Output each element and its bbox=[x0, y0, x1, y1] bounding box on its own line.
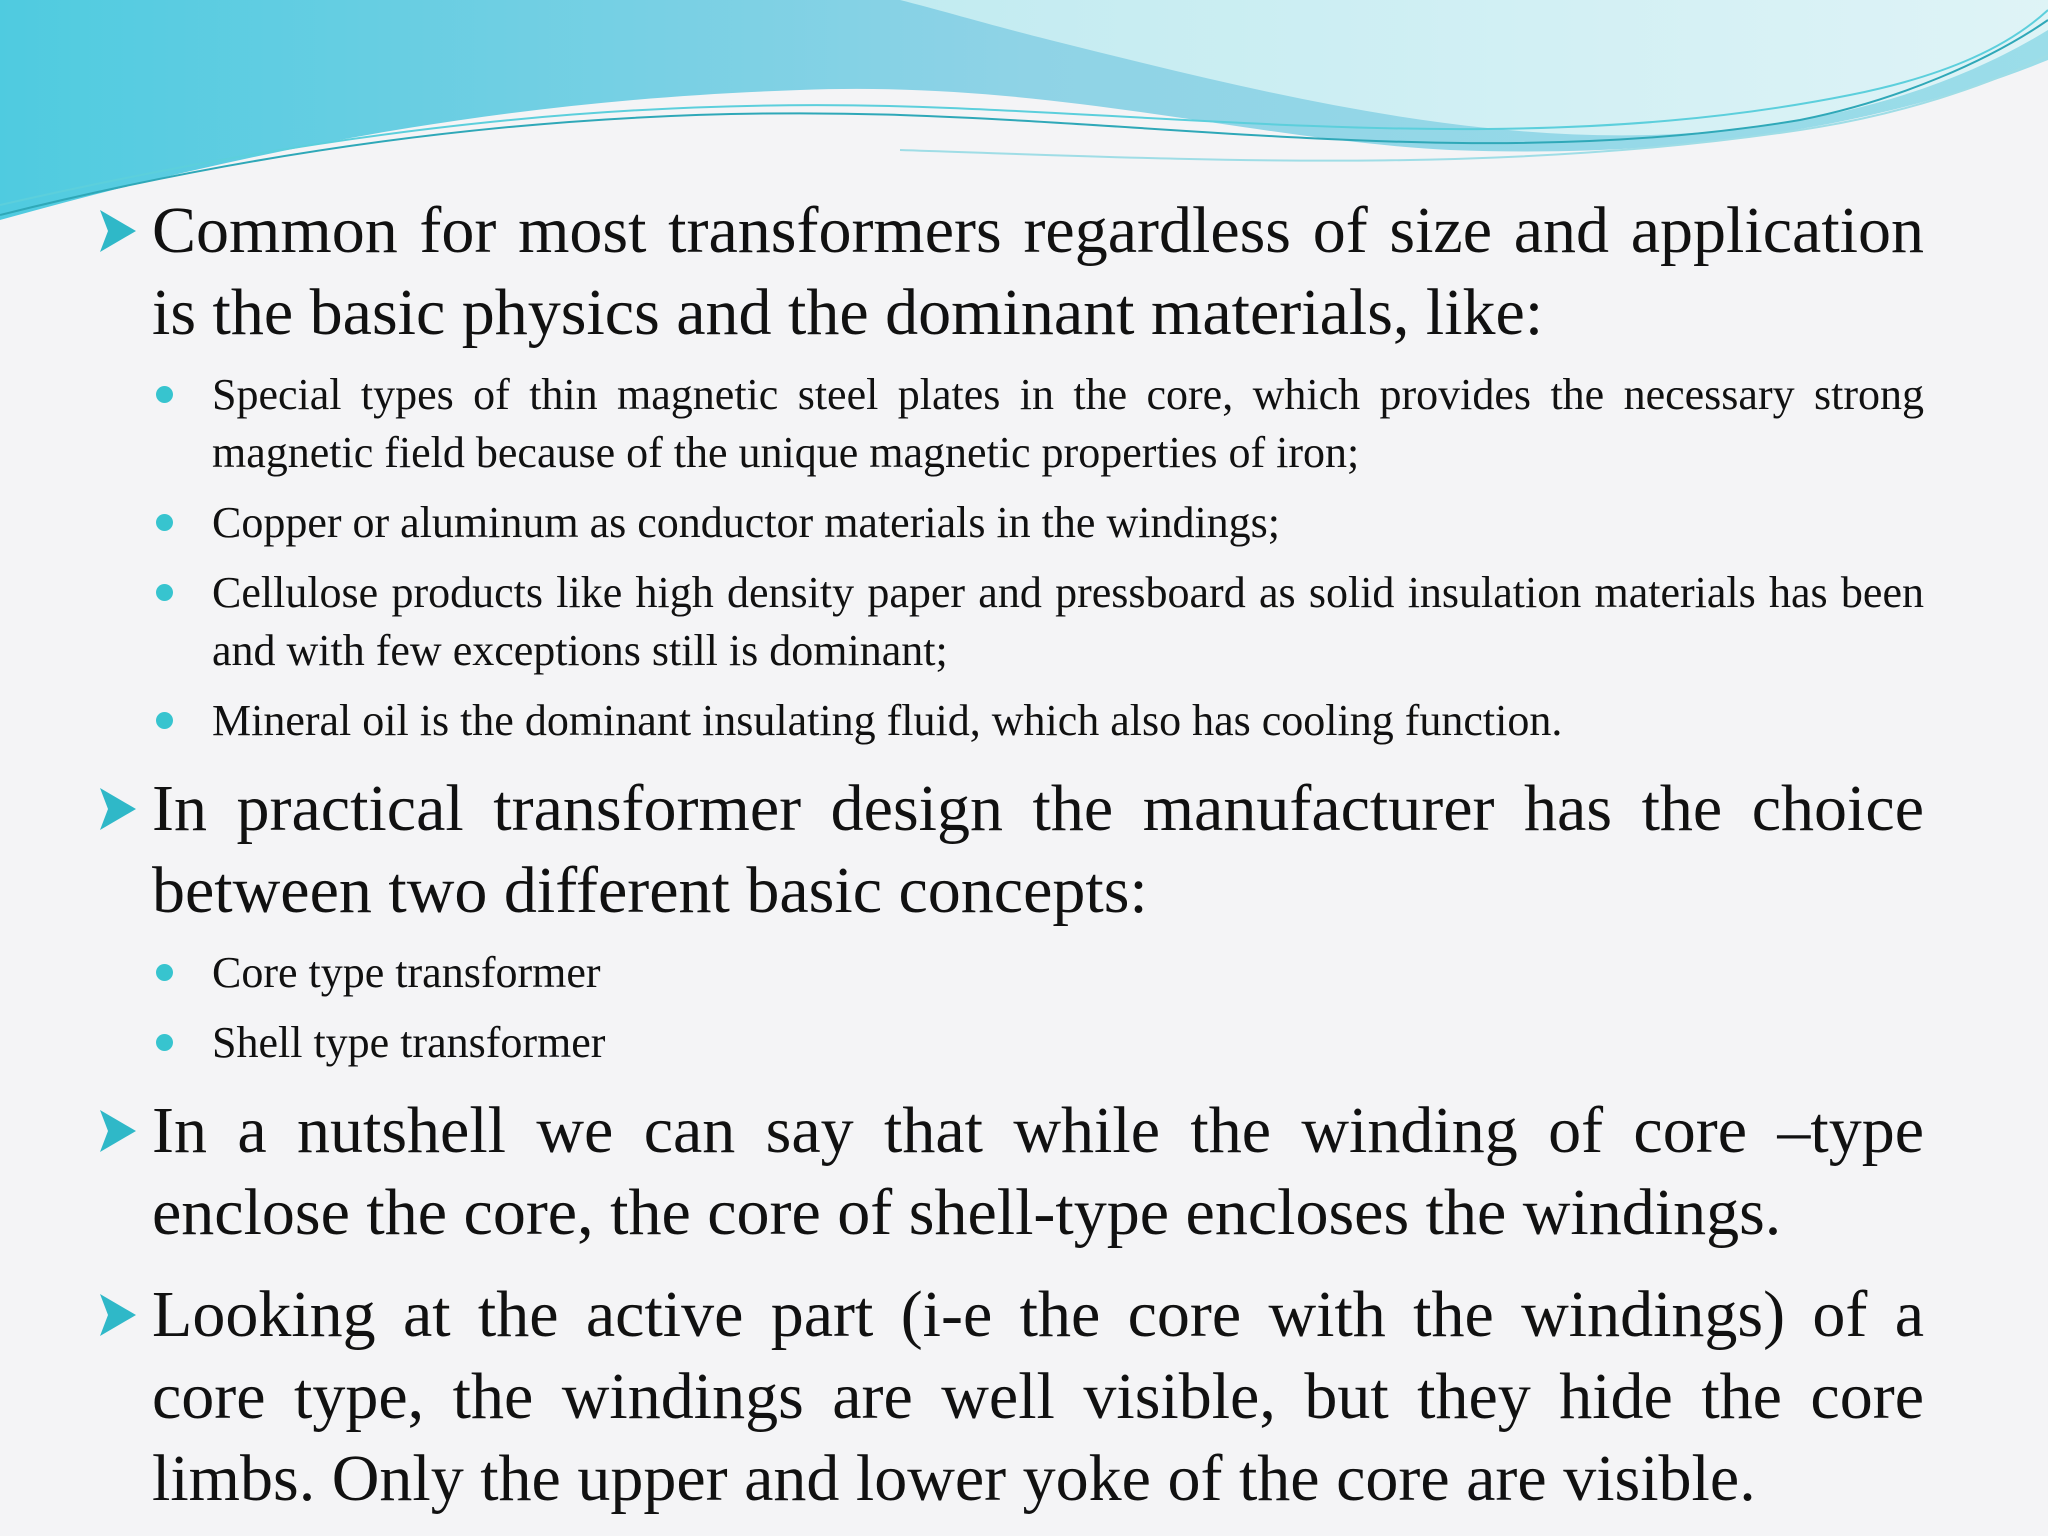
dot-bullet-icon bbox=[156, 1034, 173, 1051]
list-item bbox=[96, 564, 1924, 680]
arrow-bullet-icon bbox=[96, 1288, 140, 1342]
list-item-text: Shell type transformer bbox=[212, 1018, 606, 1067]
bullet-text: Common for most transformers regardless of size and application is the basic physics and the dominant materials, like: bbox=[152, 194, 1924, 349]
list-item bbox=[96, 944, 1924, 1002]
concepts-list bbox=[96, 944, 1924, 1072]
content-area bbox=[96, 190, 1924, 1520]
materials-list bbox=[96, 366, 1924, 750]
dot-bullet-icon bbox=[156, 712, 173, 729]
dot-bullet-icon bbox=[156, 386, 173, 403]
list-item-text: Cellulose products like high density paper and pressboard as solid insulation materials has been and with few exceptions still is dominant; bbox=[212, 568, 1924, 675]
dot-bullet-icon bbox=[156, 584, 173, 601]
list-item-text: Special types of thin magnetic steel plates in the core, which provides the necessary strong magnetic field because of the unique magnetic properties of iron; bbox=[212, 370, 1924, 477]
list-item bbox=[96, 366, 1924, 482]
list-item-text: Mineral oil is the dominant insulating fluid, which also has cooling function. bbox=[212, 696, 1563, 745]
list-item bbox=[96, 494, 1924, 552]
list-item-text: Copper or aluminum as conductor materials in the windings; bbox=[212, 498, 1281, 547]
list-item-text: Core type transformer bbox=[212, 948, 601, 997]
dot-bullet-icon bbox=[156, 514, 173, 531]
arrow-bullet-icon bbox=[96, 782, 140, 836]
list-item bbox=[96, 692, 1924, 750]
arrow-bullet-icon bbox=[96, 204, 140, 258]
bullet-common-materials bbox=[96, 190, 1924, 354]
bullet-text: In practical transformer design the manufacturer has the choice between two different basic concepts: bbox=[152, 772, 1924, 927]
bullet-text: Looking at the active part (i-e the core with the windings) of a core type, the windings are well visible, but they hide the core limbs. Only the upper and lower yoke of the core are visible. bbox=[152, 1278, 1924, 1515]
bullet-active-part bbox=[96, 1274, 1924, 1520]
bullet-nutshell bbox=[96, 1090, 1924, 1254]
list-item bbox=[96, 1014, 1924, 1072]
dot-bullet-icon bbox=[156, 964, 173, 981]
bullet-text: In a nutshell we can say that while the winding of core –type enclose the core, the core of shell-type encloses the windings. bbox=[152, 1094, 1924, 1249]
bullet-design-concepts bbox=[96, 768, 1924, 932]
arrow-bullet-icon bbox=[96, 1104, 140, 1158]
